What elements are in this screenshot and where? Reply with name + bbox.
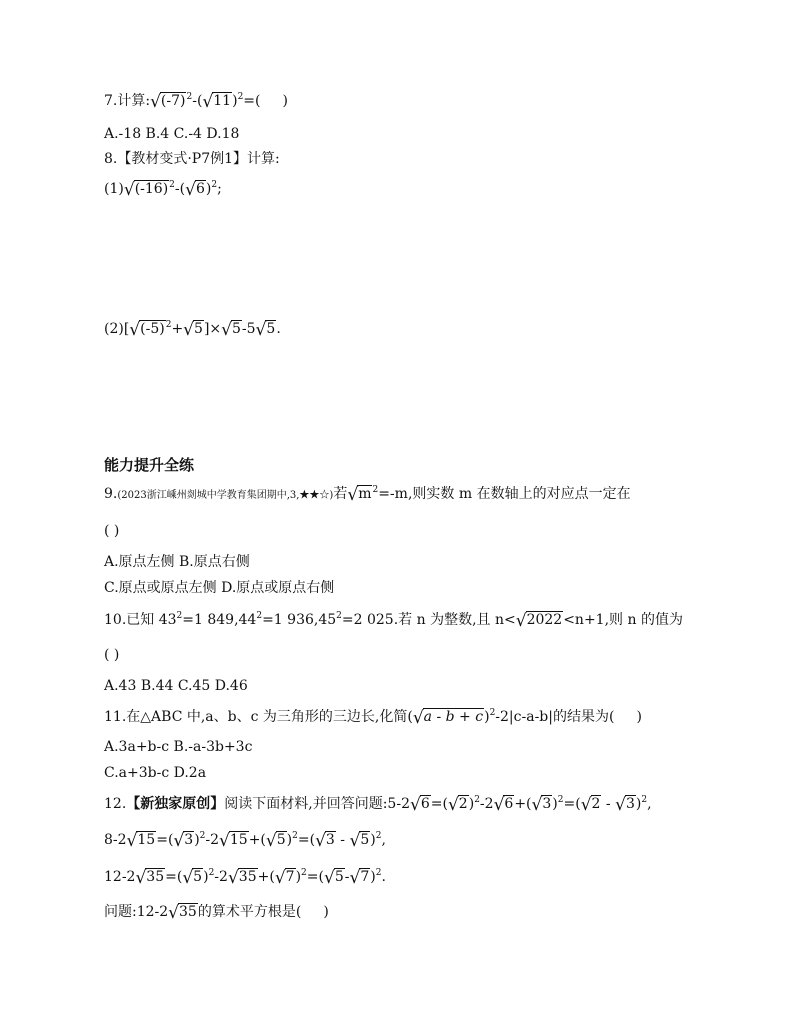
section-title: 能力提升全练 — [104, 456, 195, 474]
question-12-question: 问题:12-2√35的算术平方根是( ) — [104, 903, 329, 923]
question-12-line-1: 12.【新独家原创】阅读下面材料,并回答问题$:5-2√6=(√2)^2-2√6+(√3)^2=(√2 - √3)^2$, — [104, 795, 652, 815]
question-9-paren: ( ) — [104, 523, 120, 539]
question-12-line-2: $8-2√15=(√3)^2-2√15+(√5)^2=(√3 - √5)^2$, — [104, 831, 386, 851]
question-8-heading: 8.【教材变式·P7例1】计算: — [104, 151, 280, 167]
q7-render: 7.计算$:√(-7)^2-(√11)^2=$( ) — [104, 92, 288, 112]
question-10-paren: ( ) — [104, 647, 120, 663]
q9-source: (2023浙江嵊州剡城中学教育集团期中,3,★★☆) — [117, 490, 334, 501]
question-10: 10.已知 $43^2=1$ $849,44^2=1$ $936,45^2=2$ 025.若 n 为整数,且 n<√2022<n+1,则 n 的值为 — [104, 611, 683, 631]
question-8-part-1: $(1)√(-16)^2-(√6)^2$; — [104, 180, 222, 200]
question-11-options-1: A.3a+b-c B.-a-3b+3c — [104, 739, 253, 755]
question-9: 9.(2023浙江嵊州剡城中学教育集团期中,3,★★☆)若$√m^2=-m$,则实数 m 在数轴上的对应点一定在 — [104, 485, 631, 505]
question-9-options-1: A.原点左侧 B.原点右侧 — [104, 554, 250, 570]
question-11: 11.在△ABC 中,a、b、c 为三角形的三边长,化简$(√a - b + c)^2-2|c-a-b|$的结果为( ) — [104, 708, 642, 728]
question-10-options: A.43 B.44 C.45 D.46 — [104, 678, 248, 694]
question-8-part-2: $(2)[√(-5)^2+√5]\times√5-5√5$. — [104, 320, 281, 340]
question-7-options: A.-18 B.4 C.-4 D.18 — [104, 126, 240, 142]
question-9-options-2: C.原点或原点左侧 D.原点或原点右侧 — [104, 580, 335, 596]
question-11-options-2: C.a+3b-c D.2a — [104, 765, 207, 781]
question-7 — [104, 90, 288, 111]
question-12-line-3: $12-2√35=(√5)^2-2√35+(√7)^2=(√5-√7)^2$. — [104, 868, 386, 888]
